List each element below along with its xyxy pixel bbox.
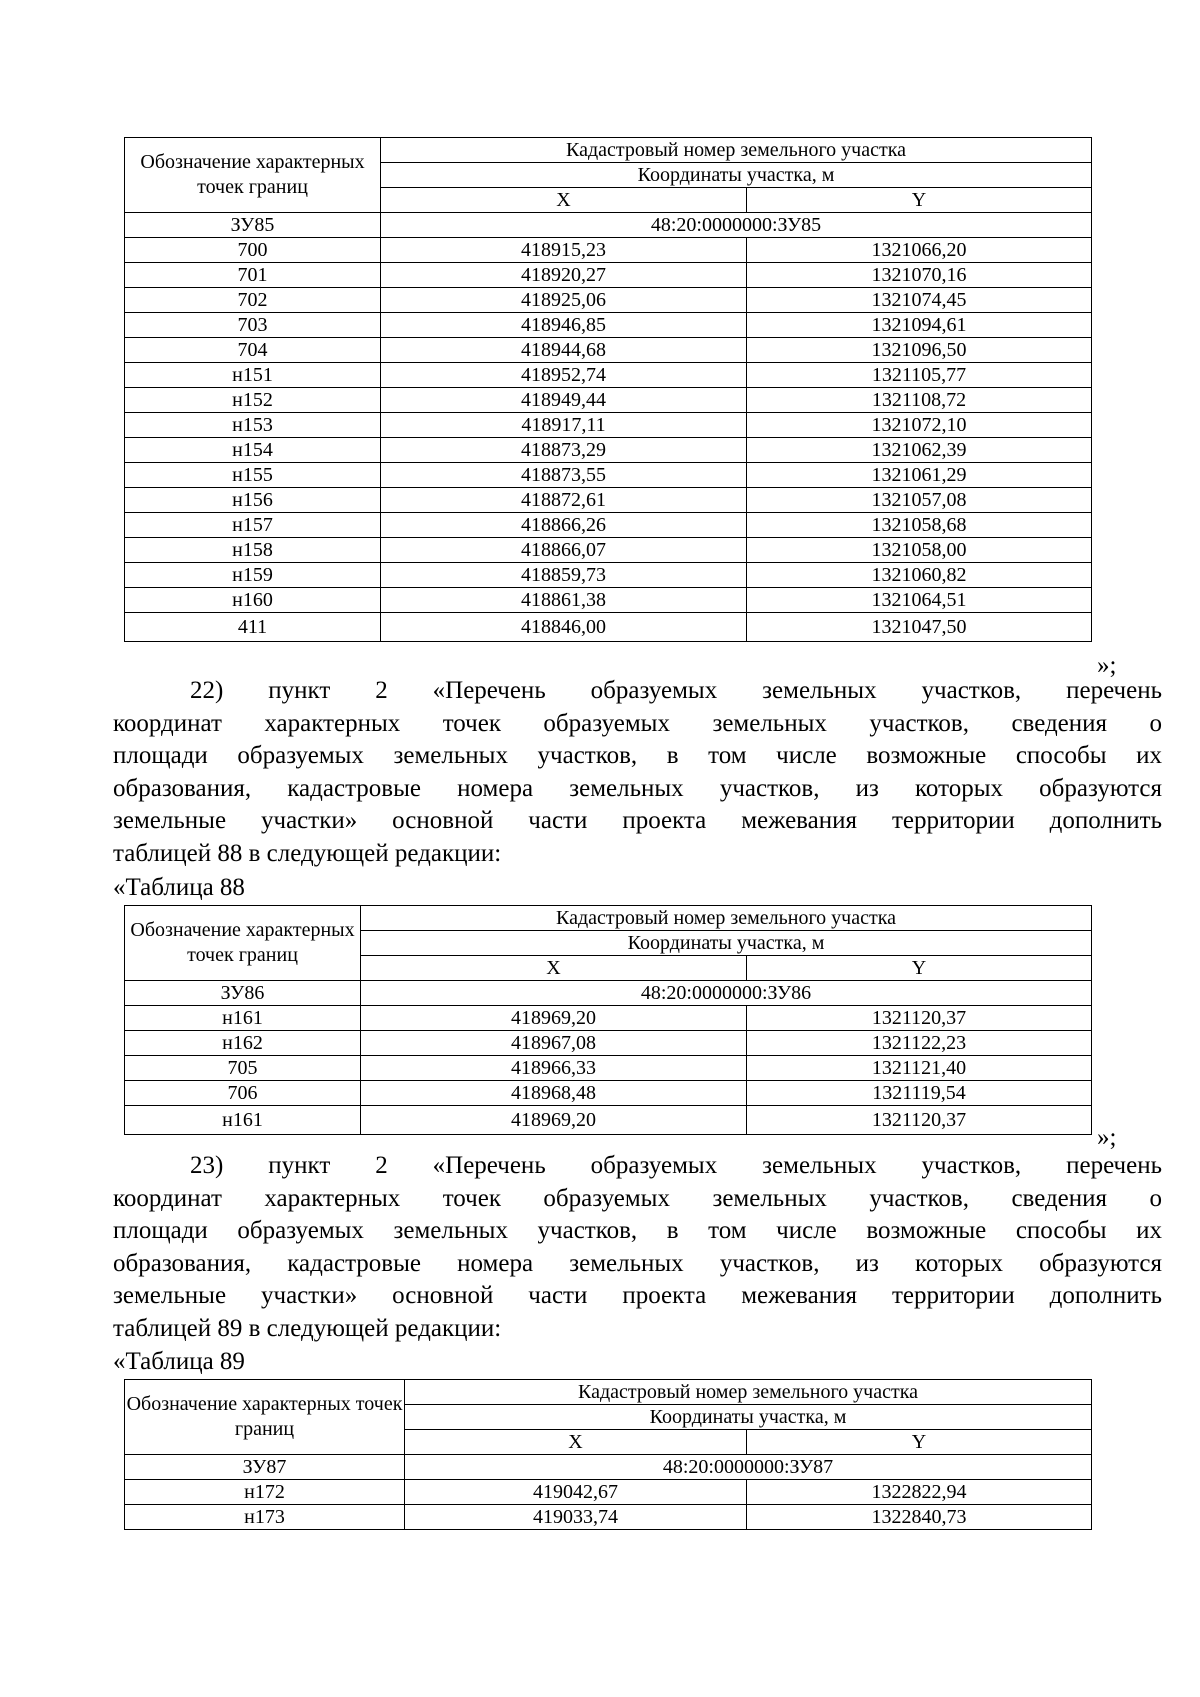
y-cell: 1321061,29	[747, 463, 1092, 488]
y-cell: 1321074,45	[747, 288, 1092, 313]
paragraph-23	[113, 1150, 1162, 1345]
parcel-number: 48:20:0000000:ЗУ86	[361, 981, 1092, 1006]
point-cell: н159	[125, 563, 381, 588]
header-coords: Координаты участка, м	[381, 163, 1092, 188]
parcel-label: ЗУ86	[125, 981, 361, 1006]
x-cell: 418966,33	[361, 1056, 747, 1081]
table-row	[125, 563, 1092, 588]
table-row	[125, 1006, 1092, 1031]
point-cell: 706	[125, 1081, 361, 1106]
parcel-row	[125, 1455, 1092, 1480]
coordinates-table-88	[124, 905, 1092, 1135]
table-closer: »;	[1097, 1124, 1117, 1151]
header-coords: Координаты участка, м	[361, 931, 1092, 956]
table-row	[125, 288, 1092, 313]
header-coords: Координаты участка, м	[405, 1405, 1092, 1430]
table-row	[125, 1031, 1092, 1056]
x-cell: 418861,38	[381, 588, 747, 613]
y-cell: 1321066,20	[747, 238, 1092, 263]
coordinates-table-89	[124, 1379, 1092, 1530]
paragraph-line: 22) пункт 2 «Перечень образуемых земельных участков, перечень	[190, 677, 1162, 704]
header-x: X	[361, 956, 747, 981]
y-cell: 1321058,68	[747, 513, 1092, 538]
paragraph-line: образования, кадастровые номера земельных участков, из которых образуются	[113, 1249, 1162, 1277]
x-cell: 418967,08	[361, 1031, 747, 1056]
y-cell: 1321058,00	[747, 538, 1092, 563]
y-cell: 1321121,40	[747, 1056, 1092, 1081]
point-cell: 700	[125, 238, 381, 263]
y-cell: 1321070,16	[747, 263, 1092, 288]
header-cadastral: Кадастровый номер земельного участка	[381, 138, 1092, 163]
y-cell: 1321096,50	[747, 338, 1092, 363]
x-cell: 418946,85	[381, 313, 747, 338]
y-cell: 1322840,73	[747, 1505, 1092, 1530]
x-cell: 418925,06	[381, 288, 747, 313]
parcel-label: ЗУ87	[125, 1455, 405, 1480]
table-row	[125, 513, 1092, 538]
table-row	[125, 388, 1092, 413]
header-points: Обозначение характерных точек границ	[125, 1380, 405, 1455]
table-row	[125, 538, 1092, 563]
x-cell: 419042,67	[405, 1480, 747, 1505]
point-cell: 702	[125, 288, 381, 313]
y-cell: 1321120,37	[747, 1106, 1092, 1135]
table-row	[125, 413, 1092, 438]
y-cell: 1321057,08	[747, 488, 1092, 513]
point-cell: н160	[125, 588, 381, 613]
point-cell: н161	[125, 1106, 361, 1135]
header-points: Обозначение характерных точек границ	[125, 906, 361, 981]
header-cadastral: Кадастровый номер земельного участка	[361, 906, 1092, 931]
x-cell: 418968,48	[361, 1081, 747, 1106]
x-cell: 418873,55	[381, 463, 747, 488]
paragraph-line: площади образуемых земельных участков, в том числе возможные способы их	[113, 742, 1162, 769]
point-cell: н158	[125, 538, 381, 563]
table-row	[125, 363, 1092, 388]
header-y: Y	[747, 1430, 1092, 1455]
header-y: Y	[747, 956, 1092, 981]
point-cell: н156	[125, 488, 381, 513]
table-row	[125, 1056, 1092, 1081]
point-cell: н152	[125, 388, 381, 413]
x-cell: 418969,20	[361, 1006, 747, 1031]
y-cell: 1321072,10	[747, 413, 1092, 438]
coordinates-table-zu85	[124, 137, 1092, 642]
table-row	[125, 438, 1092, 463]
point-cell: н155	[125, 463, 381, 488]
table-row	[125, 588, 1092, 613]
point-cell: н153	[125, 413, 381, 438]
paragraph-line: площади образуемых земельных участков, в том числе возможные способы их	[113, 1217, 1162, 1244]
header-x: X	[381, 188, 747, 213]
paragraph-22	[113, 675, 1162, 870]
paragraph-line: координат характерных точек образуемых земельных участков, сведения о	[113, 709, 1162, 737]
x-cell: 418920,27	[381, 263, 747, 288]
table-row	[125, 313, 1092, 338]
x-cell: 418866,07	[381, 538, 747, 563]
table-caption-89: «Таблица 89	[113, 1348, 245, 1375]
paragraph-line: 23) пункт 2 «Перечень образуемых земельных участков, перечень	[190, 1152, 1162, 1179]
x-cell: 419033,74	[405, 1505, 747, 1530]
table-caption-88: «Таблица 88	[113, 874, 245, 901]
table-row	[125, 263, 1092, 288]
point-cell: н161	[125, 1006, 361, 1031]
y-cell: 1322822,94	[747, 1480, 1092, 1505]
x-cell: 418949,44	[381, 388, 747, 413]
y-cell: 1321060,82	[747, 563, 1092, 588]
y-cell: 1321120,37	[747, 1006, 1092, 1031]
y-cell: 1321122,23	[747, 1031, 1092, 1056]
header-cadastral: Кадастровый номер земельного участка	[405, 1380, 1092, 1405]
point-cell: н172	[125, 1480, 405, 1505]
y-cell: 1321105,77	[747, 363, 1092, 388]
y-cell: 1321108,72	[747, 388, 1092, 413]
header-points: Обозначение характерных точек границ	[125, 138, 381, 213]
point-cell: н157	[125, 513, 381, 538]
table-row	[125, 1480, 1092, 1505]
y-cell: 1321094,61	[747, 313, 1092, 338]
x-cell: 418944,68	[381, 338, 747, 363]
point-cell: 701	[125, 263, 381, 288]
point-cell: н151	[125, 363, 381, 388]
table-row	[125, 613, 1092, 642]
parcel-row	[125, 981, 1092, 1006]
x-cell: 418915,23	[381, 238, 747, 263]
x-cell: 418866,26	[381, 513, 747, 538]
paragraph-line: таблицей 89 в следующей редакции:	[113, 1314, 502, 1342]
table-row	[125, 1505, 1092, 1530]
paragraph-line: земельные участки» основной части проекта межевания территории дополнить	[113, 807, 1162, 834]
x-cell: 418952,74	[381, 363, 747, 388]
table-row	[125, 488, 1092, 513]
paragraph-line: таблицей 88 в следующей редакции:	[113, 839, 502, 867]
y-cell: 1321064,51	[747, 588, 1092, 613]
parcel-label: ЗУ85	[125, 213, 381, 238]
x-cell: 418859,73	[381, 563, 747, 588]
table-row	[125, 1081, 1092, 1106]
paragraph-line: координат характерных точек образуемых земельных участков, сведения о	[113, 1184, 1162, 1212]
point-cell: 704	[125, 338, 381, 363]
table-row	[125, 1106, 1092, 1135]
point-cell: 411	[125, 613, 381, 642]
y-cell: 1321062,39	[747, 438, 1092, 463]
table-row	[125, 463, 1092, 488]
x-cell: 418873,29	[381, 438, 747, 463]
x-cell: 418969,20	[361, 1106, 747, 1135]
table-row	[125, 238, 1092, 263]
paragraph-line: образования, кадастровые номера земельных участков, из которых образуются	[113, 774, 1162, 802]
table-row	[125, 338, 1092, 363]
point-cell: 703	[125, 313, 381, 338]
x-cell: 418917,11	[381, 413, 747, 438]
x-cell: 418872,61	[381, 488, 747, 513]
paragraph-line: земельные участки» основной части проекта межевания территории дополнить	[113, 1282, 1162, 1309]
parcel-row	[125, 213, 1092, 238]
point-cell: н162	[125, 1031, 361, 1056]
y-cell: 1321047,50	[747, 613, 1092, 642]
parcel-number: 48:20:0000000:ЗУ85	[381, 213, 1092, 238]
parcel-number: 48:20:0000000:ЗУ87	[405, 1455, 1092, 1480]
table-closer: »;	[1097, 652, 1117, 679]
y-cell: 1321119,54	[747, 1081, 1092, 1106]
point-cell: н154	[125, 438, 381, 463]
x-cell: 418846,00	[381, 613, 747, 642]
header-y: Y	[747, 188, 1092, 213]
point-cell: 705	[125, 1056, 361, 1081]
point-cell: н173	[125, 1505, 405, 1530]
header-x: X	[405, 1430, 747, 1455]
